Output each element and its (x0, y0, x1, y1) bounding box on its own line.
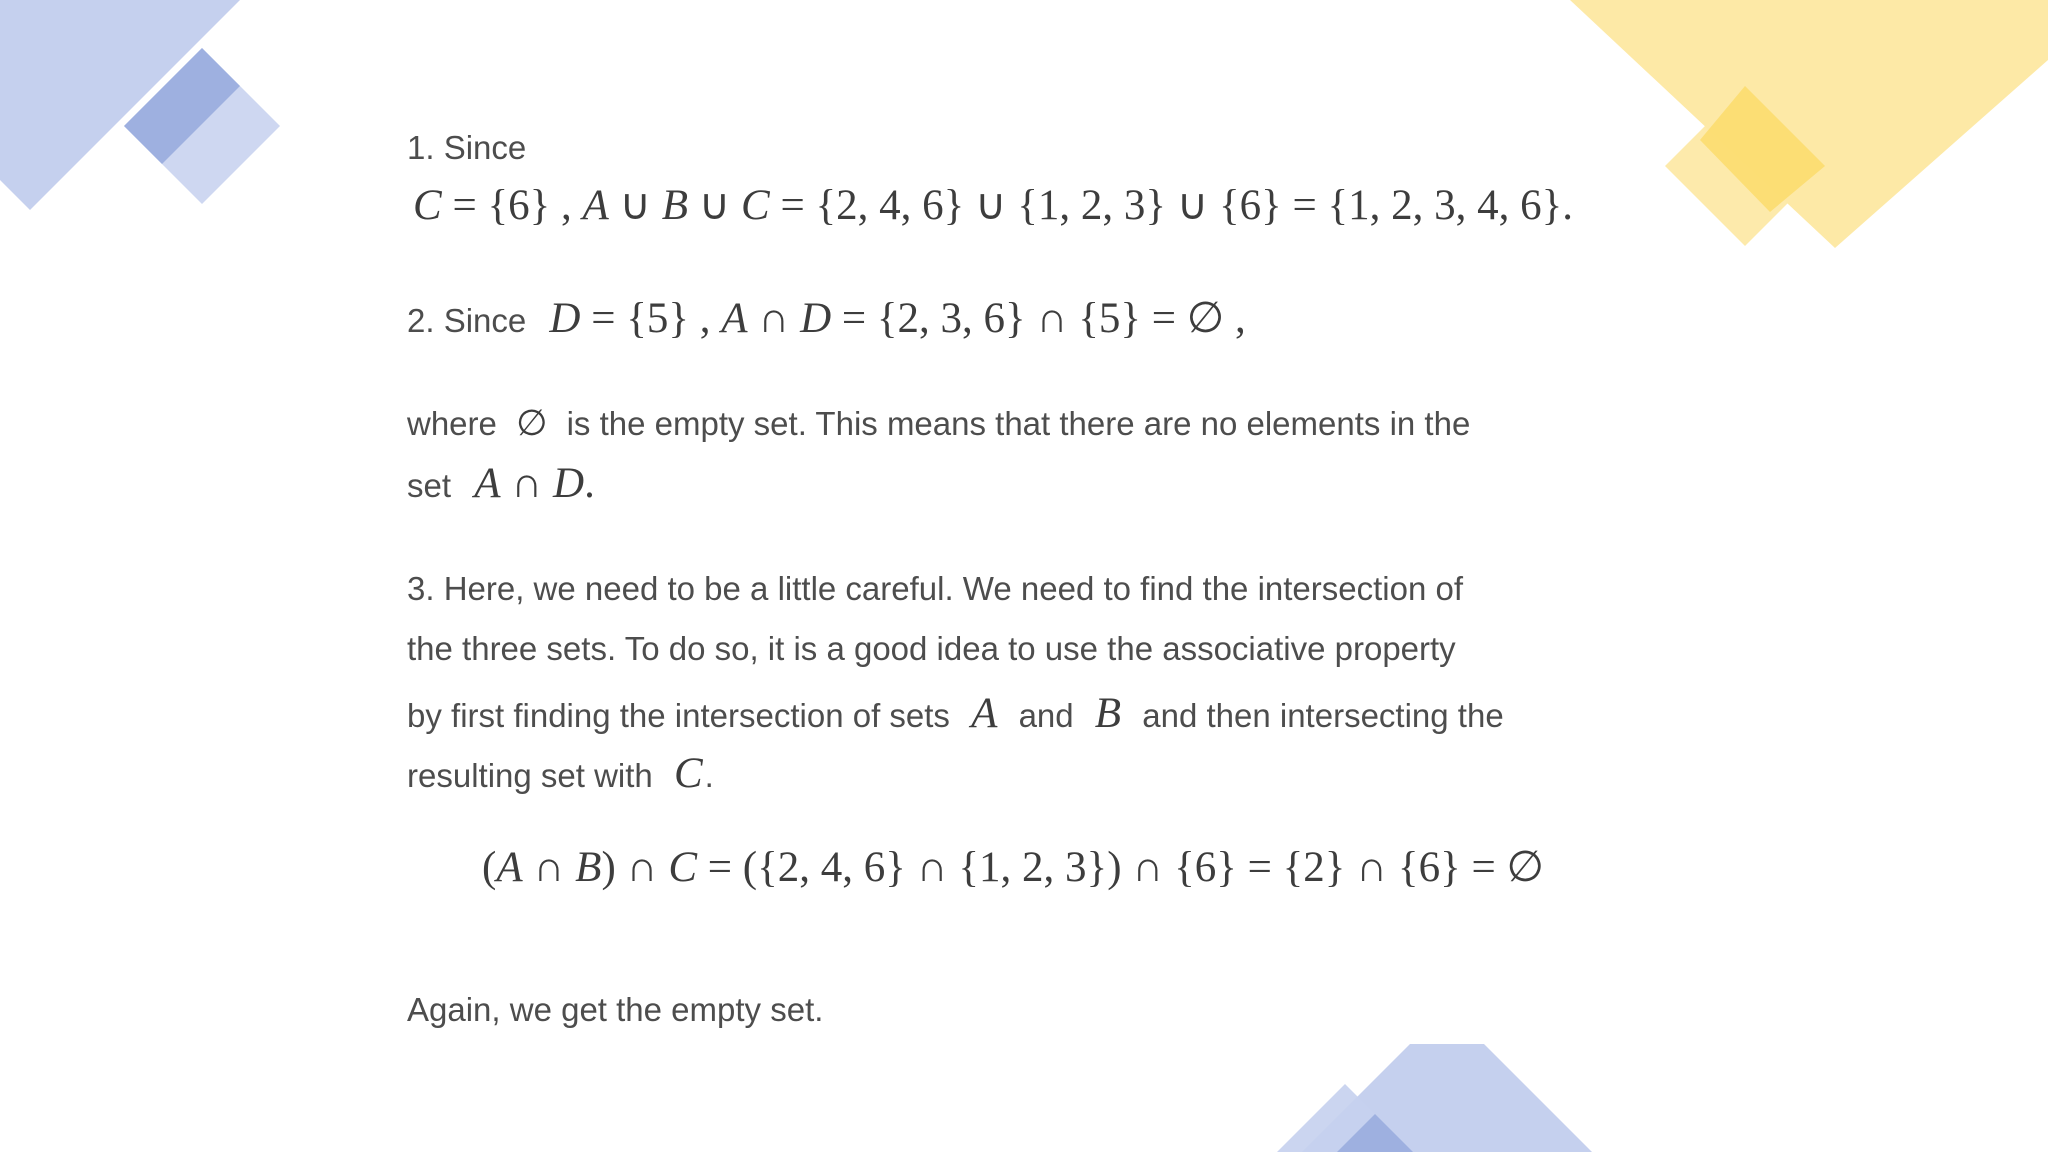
item2-intro: 2. Since (407, 302, 527, 339)
empty-set-symbol: ∅ (516, 403, 548, 443)
item2-set-line (407, 462, 595, 505)
math-variable: D (800, 295, 832, 342)
math-variable: A (474, 460, 501, 507)
item3-line4-period: . (704, 757, 714, 794)
item3-line4 (407, 752, 714, 795)
math-symbols: ∩ (522, 844, 576, 891)
item3-line3-a: by first finding the intersection of sets (407, 697, 950, 734)
item3-line2: the three sets. To do so, it is a good idea to use the associative property (407, 630, 1456, 667)
math-symbols: ∪ (608, 182, 662, 229)
conclusion: Again, we get the empty set. (407, 991, 824, 1028)
item2-line (407, 297, 1246, 340)
item3-line3 (407, 692, 1504, 735)
var-c: C (673, 750, 703, 797)
math-variable: B (575, 844, 602, 891)
math-symbols: ∩ (747, 295, 801, 342)
math-variable: C (741, 182, 770, 229)
item1-intro: 1. Since (407, 129, 527, 166)
item1-equation (413, 184, 1573, 227)
math-symbols: = {2, 3, 6} ∩ {5} = ∅ , (831, 295, 1246, 342)
math-variable: D (549, 295, 581, 342)
math-symbols: ∩ (500, 460, 554, 507)
where-word: where (407, 405, 497, 442)
yellow-triangle-large (1570, 0, 2048, 248)
math-variable: A (496, 844, 523, 891)
math-symbols: . (584, 460, 595, 507)
where-explanation: is the empty set. This means that there are no elements in the (566, 405, 1471, 442)
math-variable: B (661, 182, 689, 229)
math-variable: A (582, 182, 609, 229)
item3-line1: 3. Here, we need to be a little careful. We need to find the intersection of (407, 570, 1464, 607)
math-symbols: ( (482, 844, 497, 891)
item3-line4-a: resulting set with (407, 757, 653, 794)
math-variable: D (553, 460, 585, 507)
item3-line3-b: and (1018, 697, 1074, 734)
var-a: A (971, 690, 998, 737)
math-symbols: ) ∩ (601, 844, 669, 891)
math-symbols: ∪ (688, 182, 741, 229)
math-symbols: = {2, 4, 6} ∪ {1, 2, 3} ∪ {6} = {1, 2, 3, 4, 6}. (769, 182, 1573, 229)
set-word: set (407, 467, 452, 504)
item3-line3-c: and then intersecting the (1142, 697, 1504, 734)
associative-equation (482, 846, 1544, 889)
item2-where-line (407, 405, 1470, 441)
math-symbols: = ({2, 4, 6} ∩ {1, 2, 3}) ∩ {6} = {2} ∩ {6} = ∅ (697, 844, 1544, 891)
math-variable: C (668, 844, 698, 891)
math-symbols: = {6} , (441, 182, 583, 229)
var-b: B (1094, 690, 1122, 737)
math-variable: A (721, 295, 748, 342)
set-a-intersect-d (474, 460, 595, 507)
math-variable: C (413, 182, 442, 229)
item2-equation (549, 295, 1245, 342)
math-symbols: = {5} , (580, 295, 722, 342)
